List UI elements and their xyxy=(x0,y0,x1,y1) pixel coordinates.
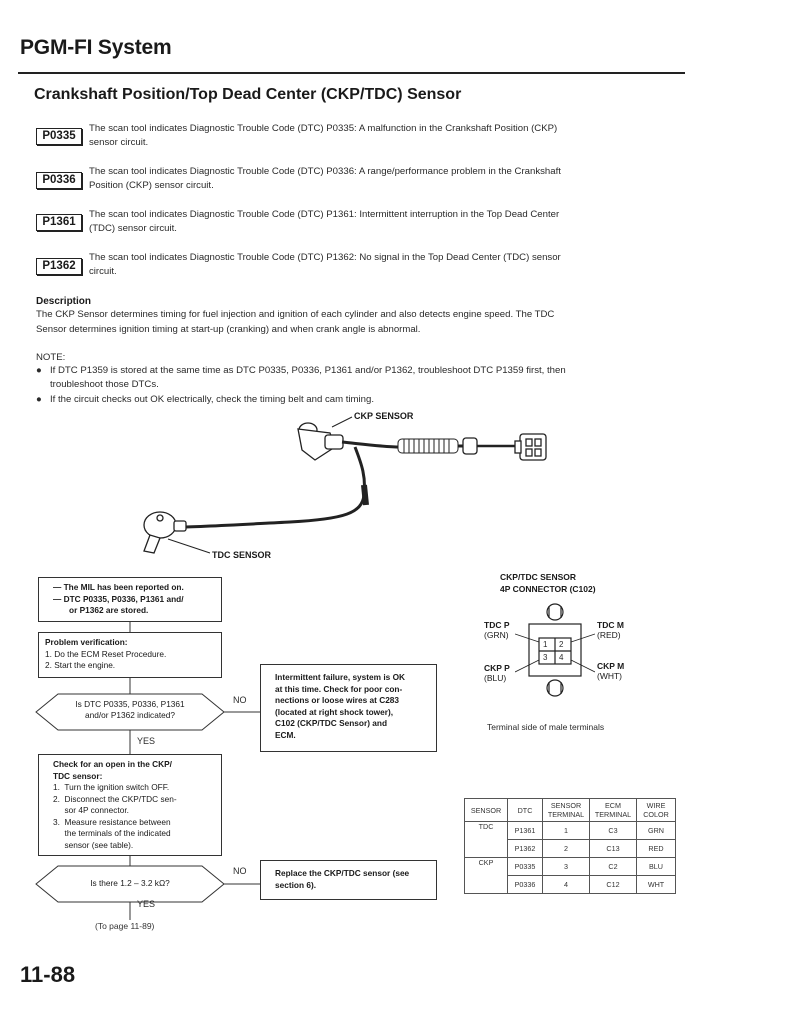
flow-step: sensor (see table). xyxy=(53,839,134,850)
table-row xyxy=(465,822,676,840)
bullet-icon: ● xyxy=(36,365,42,376)
table-cell: RED xyxy=(637,840,676,858)
dtc-description xyxy=(89,251,673,279)
wire-color: (GRN) xyxy=(484,630,509,640)
table-cell: 4 xyxy=(543,876,590,894)
flow-open-check-box xyxy=(38,754,222,856)
connector-pinout-icon xyxy=(515,600,595,700)
flow-line: C102 (CKP/TDC Sensor) and xyxy=(275,718,388,728)
dtc-line: The scan tool indicates Diagnostic Trouble Code (DTC) P0335: A malfunction in the Crankshaft Position (CKP) xyxy=(89,123,558,134)
pin-number: 3 xyxy=(543,653,548,662)
flow-no-label: NO xyxy=(233,866,247,876)
flow-box-title: Check for an open in the CKP/ xyxy=(53,759,172,769)
flow-line: Replace the CKP/TDC sensor (see xyxy=(275,868,410,878)
table-cell: GRN xyxy=(637,822,676,840)
table-cell: P1362 xyxy=(508,840,543,858)
dtc-code-p1361: P1361 xyxy=(36,214,82,231)
tdc-sensor-drawing xyxy=(144,512,186,553)
wire-color: (RED) xyxy=(597,630,621,640)
flow-line: and/or P1362 indicated? xyxy=(85,710,175,720)
dtc-description xyxy=(89,122,673,150)
pin-number: 1 xyxy=(543,640,548,649)
ckp-m-label xyxy=(597,661,624,681)
description-line: Sensor determines ignition timing at start-up (cranking) and when crank angle is abnormal. xyxy=(36,323,421,335)
note-line: troubleshoot those DTCs. xyxy=(50,379,159,390)
pin-label: CKP M xyxy=(597,661,625,671)
table-cell: WHT xyxy=(637,876,676,894)
flow-start-box xyxy=(38,577,222,622)
flow-step: 1. Do the ECM Reset Procedure. xyxy=(45,648,167,659)
dtc-code-p1362: P1362 xyxy=(36,258,82,275)
table-cell: C3 xyxy=(590,822,637,840)
table-cell: P0335 xyxy=(508,858,543,876)
tdc-sensor-label: TDC SENSOR xyxy=(212,550,272,560)
dtc-line: circuit. xyxy=(89,266,117,277)
note-line: If DTC P1359 is stored at the same time as DTC P0335, P0336, P1361 and/or P1362, troubleshoot DTC P1359 first, then xyxy=(50,365,566,376)
flow-line: (located at right shock tower), xyxy=(275,706,394,717)
table-header-row xyxy=(465,799,676,822)
flow-step: sor 4P connector. xyxy=(53,805,129,815)
flow-line: Intermittent failure, system is OK xyxy=(275,672,406,682)
flow-box-title: Problem verification: xyxy=(45,637,128,647)
dtc-line: sensor circuit. xyxy=(89,137,149,148)
flow-step: 2. Disconnect the CKP/TDC sen- xyxy=(53,793,177,804)
flow-replace-box xyxy=(260,860,437,900)
pin-label: CKP P xyxy=(484,663,510,673)
wire-loom xyxy=(398,439,458,453)
page-number: 11-88 xyxy=(20,962,76,987)
terminal-table xyxy=(464,798,676,894)
flow-step: the terminals of the indicated xyxy=(53,828,171,838)
connector-title: CKP/TDC SENSOR xyxy=(500,572,577,582)
flow-step: 1. Turn the ignition switch OFF. xyxy=(53,782,170,792)
pin-number: 2 xyxy=(559,640,564,649)
flow-box-title: TDC sensor: xyxy=(53,770,103,781)
dtc-line: The scan tool indicates Diagnostic Trouble Code (DTC) P1362: No signal in the Top Dead Center (TDC) sensor xyxy=(89,252,561,263)
description-body xyxy=(36,308,676,337)
note-heading: NOTE: xyxy=(36,352,66,363)
table-cell: P1361 xyxy=(508,822,543,840)
pin-number: 4 xyxy=(559,653,564,662)
tdc-m-label xyxy=(597,620,624,640)
wire-color: (BLU) xyxy=(484,673,507,683)
connector-caption: Terminal side of male terminals xyxy=(487,722,605,732)
flow-step: 3. Measure resistance between xyxy=(53,816,171,827)
table-header: WIRE COLOR xyxy=(637,799,676,822)
table-row xyxy=(465,858,676,876)
table-header: ECM TERMINAL xyxy=(590,799,637,822)
connector-drawing xyxy=(515,434,546,460)
table-header: SENSOR xyxy=(465,799,508,822)
ckp-sensor-label: CKP SENSOR xyxy=(354,411,414,421)
flow-no-label: NO xyxy=(233,695,247,705)
table-cell: TDC xyxy=(465,822,508,858)
section-title: Crankshaft Position/Top Dead Center (CKP/TDC) Sensor xyxy=(34,86,462,103)
ckp-p-label xyxy=(484,663,510,683)
to-page-link: (To page 11-89) xyxy=(95,921,155,931)
table-cell: BLU xyxy=(637,858,676,876)
flow-yes-label: YES xyxy=(137,899,156,909)
table-cell: C13 xyxy=(590,840,637,858)
connector-subtitle: 4P CONNECTOR (C102) xyxy=(500,584,596,594)
note-line: If the circuit checks out OK electrically, check the timing belt and cam timing. xyxy=(50,394,375,405)
flow-decision-2: Is there 1.2 – 3.2 kΩ? xyxy=(90,878,170,888)
flow-line: Is DTC P0335, P0336, P1361 xyxy=(75,699,185,709)
table-cell: P0336 xyxy=(508,876,543,894)
flow-yes-label: YES xyxy=(137,736,156,746)
tdc-p-label xyxy=(484,620,510,640)
header-rule xyxy=(18,72,685,74)
flow-line: nections or loose wires at C283 xyxy=(275,695,400,705)
table-cell: C2 xyxy=(590,858,637,876)
flow-line: section 6). xyxy=(275,879,317,890)
description-heading: Description xyxy=(36,296,92,307)
dtc-line: Position (CKP) sensor circuit. xyxy=(89,180,214,191)
pin-label: TDC M xyxy=(597,620,624,630)
wire-color: (WHT) xyxy=(597,671,623,681)
table-cell: CKP xyxy=(465,858,508,894)
flow-decision-1 xyxy=(58,699,202,721)
table-cell: 2 xyxy=(543,840,590,858)
flow-step: 2. Start the engine. xyxy=(45,660,116,670)
flow-line: at this time. Check for poor con- xyxy=(275,683,403,694)
table-header: SENSOR TERMINAL xyxy=(543,799,590,822)
dtc-line: (TDC) sensor circuit. xyxy=(89,223,177,234)
table-header: DTC xyxy=(508,799,543,822)
pin-label: TDC P xyxy=(484,620,510,630)
dtc-description xyxy=(89,165,673,193)
flow-line: — The MIL has been reported on. xyxy=(53,582,184,592)
description-line: The CKP Sensor determines timing for fuel injection and ignition of each cylinder and also detects engine speed. The TDC xyxy=(36,309,555,320)
sensor-illustration xyxy=(130,405,560,565)
flow-line: or P1362 are stored. xyxy=(69,605,149,615)
dtc-code-p0335: P0335 xyxy=(36,128,82,145)
dtc-line: The scan tool indicates Diagnostic Trouble Code (DTC) P0336: A range/performance problem in the Crankshaft xyxy=(89,166,561,177)
dtc-description xyxy=(89,208,673,236)
system-title: PGM-FI System xyxy=(20,36,172,59)
table-cell: C12 xyxy=(590,876,637,894)
dtc-code-p0336: P0336 xyxy=(36,172,82,189)
flow-intermittent-box xyxy=(260,664,437,752)
dtc-line: The scan tool indicates Diagnostic Trouble Code (DTC) P1361: Intermittent interruption in the Top Dead Center xyxy=(89,209,560,220)
flow-line: — DTC P0335, P0336, P1361 and/ xyxy=(53,593,184,604)
table-cell: 3 xyxy=(543,858,590,876)
bullet-icon: ● xyxy=(36,394,42,405)
ckp-sensor-drawing xyxy=(298,423,343,460)
flow-line: ECM. xyxy=(275,729,296,740)
flow-verify-box xyxy=(38,632,222,678)
table-cell: 1 xyxy=(543,822,590,840)
